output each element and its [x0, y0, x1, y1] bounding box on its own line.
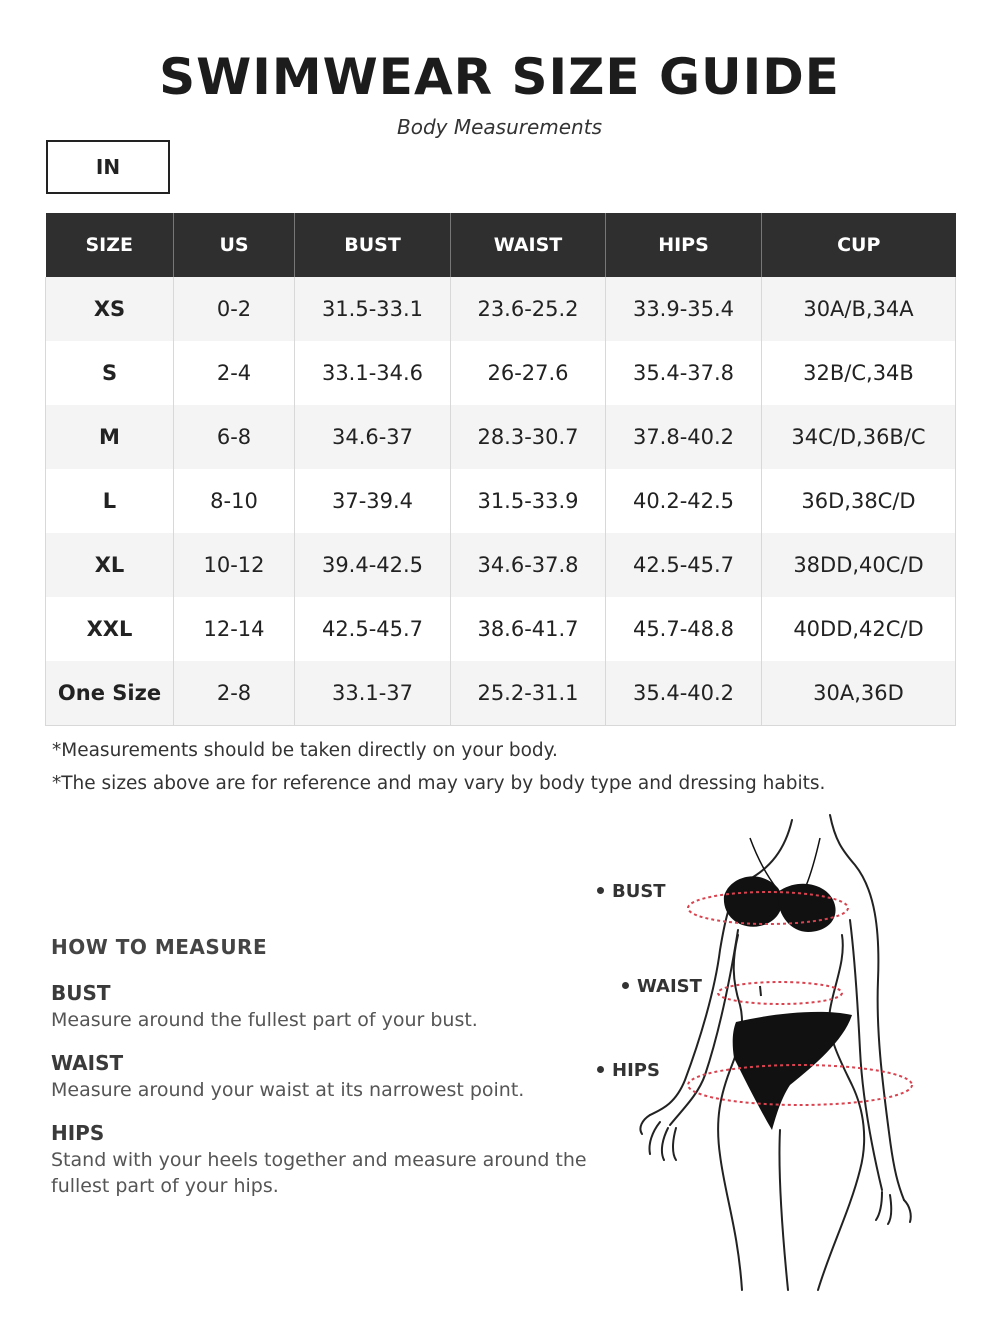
cell-size: XS	[46, 277, 174, 341]
cell-size: S	[46, 341, 174, 405]
cell-hips: 33.9-35.4	[606, 277, 762, 341]
right-arm-outline	[830, 815, 904, 1200]
section-title: HIPS	[51, 1121, 105, 1145]
cell-size: One Size	[46, 661, 174, 726]
cell-cup: 38DD,40C/D	[762, 533, 956, 597]
note-text: *The sizes above are for reference and may vary by body type and dressing habits.	[52, 773, 826, 794]
cell-hips: 37.8-40.2	[606, 405, 762, 469]
how-to-measure-section	[51, 935, 611, 1217]
cell-waist: 25.2-31.1	[451, 661, 606, 726]
note-text: *Measurements should be taken directly on your body.	[52, 740, 558, 761]
section-title: WAIST	[51, 1051, 124, 1075]
column-header-waist: WAIST	[451, 213, 606, 277]
cell-cup: 36D,38C/D	[762, 469, 956, 533]
unit-toggle[interactable]: IN	[46, 140, 170, 194]
cell-us: 12-14	[174, 597, 295, 661]
measure-waist-section	[51, 1051, 611, 1103]
page-title: SWIMWEAR SIZE GUIDE	[159, 48, 840, 106]
cell-size: XL	[46, 533, 174, 597]
navel-mark	[760, 986, 761, 996]
cell-us: 10-12	[174, 533, 295, 597]
section-body: Stand with your heels together and measure around the fullest part of your hips.	[51, 1149, 587, 1197]
cell-bust: 39.4-42.5	[295, 533, 451, 597]
figure-label-text: HIPS	[612, 1060, 660, 1081]
cell-size: M	[46, 405, 174, 469]
cell-us: 0-2	[174, 277, 295, 341]
how-to-measure-heading: HOW TO MEASURE	[51, 935, 268, 959]
cell-hips: 42.5-45.7	[606, 533, 762, 597]
body-figure-illustration	[620, 810, 950, 1300]
section-body: Measure around the fullest part of your bust.	[51, 1009, 478, 1031]
cell-us: 8-10	[174, 469, 295, 533]
cell-bust: 33.1-34.6	[295, 341, 451, 405]
cell-waist: 31.5-33.9	[451, 469, 606, 533]
cell-hips: 35.4-37.8	[606, 341, 762, 405]
bikini-bottom	[733, 1012, 852, 1130]
cell-waist: 26-27.6	[451, 341, 606, 405]
table-row	[46, 469, 956, 533]
cell-cup: 34C/D,36B/C	[762, 405, 956, 469]
cell-hips: 40.2-42.5	[606, 469, 762, 533]
column-header-cup: CUP	[762, 213, 956, 277]
cell-bust: 37-39.4	[295, 469, 451, 533]
left-hand-outline	[640, 1115, 676, 1160]
table-header-row	[46, 213, 956, 277]
measure-hips-section	[51, 1121, 611, 1199]
left-arm-inner-outline	[670, 930, 738, 1125]
cell-hips: 35.4-40.2	[606, 661, 762, 726]
column-header-us: US	[174, 213, 295, 277]
figure-label-text: BUST	[612, 881, 666, 902]
bullet-dot	[597, 887, 604, 894]
cell-hips: 45.7-48.8	[606, 597, 762, 661]
table-row	[46, 277, 956, 341]
bikini-cup-right	[778, 884, 836, 932]
cell-cup: 30A,36D	[762, 661, 956, 726]
cell-us: 2-8	[174, 661, 295, 726]
cell-size: L	[46, 469, 174, 533]
page-subtitle: Body Measurements	[396, 115, 602, 139]
measure-bust-section	[51, 981, 611, 1033]
column-header-hips: HIPS	[606, 213, 762, 277]
measurement-notes	[52, 740, 825, 806]
size-chart-table	[45, 213, 956, 726]
table-row	[46, 341, 956, 405]
table-row	[46, 661, 956, 726]
cell-waist: 34.6-37.8	[451, 533, 606, 597]
cell-bust: 42.5-45.7	[295, 597, 451, 661]
section-title: BUST	[51, 981, 111, 1005]
inner-leg-outline	[779, 1130, 788, 1290]
cell-waist: 38.6-41.7	[451, 597, 606, 661]
right-hand-outline	[876, 1192, 911, 1224]
cell-cup: 32B/C,34B	[762, 341, 956, 405]
cell-cup: 30A/B,34A	[762, 277, 956, 341]
cell-size: XXL	[46, 597, 174, 661]
cell-waist: 23.6-25.2	[451, 277, 606, 341]
table-row	[46, 597, 956, 661]
column-header-bust: BUST	[295, 213, 451, 277]
figure-label-text: WAIST	[637, 976, 702, 997]
column-header-size: SIZE	[46, 213, 174, 277]
section-body: Measure around your waist at its narrowest point.	[51, 1079, 525, 1101]
table-row	[46, 405, 956, 469]
cell-bust: 31.5-33.1	[295, 277, 451, 341]
right-arm-inner-outline	[850, 920, 882, 1190]
cell-bust: 33.1-37	[295, 661, 451, 726]
cell-waist: 28.3-30.7	[451, 405, 606, 469]
cell-bust: 34.6-37	[295, 405, 451, 469]
cell-cup: 40DD,42C/D	[762, 597, 956, 661]
table-row	[46, 533, 956, 597]
cell-us: 2-4	[174, 341, 295, 405]
bullet-dot	[597, 1066, 604, 1073]
cell-us: 6-8	[174, 405, 295, 469]
